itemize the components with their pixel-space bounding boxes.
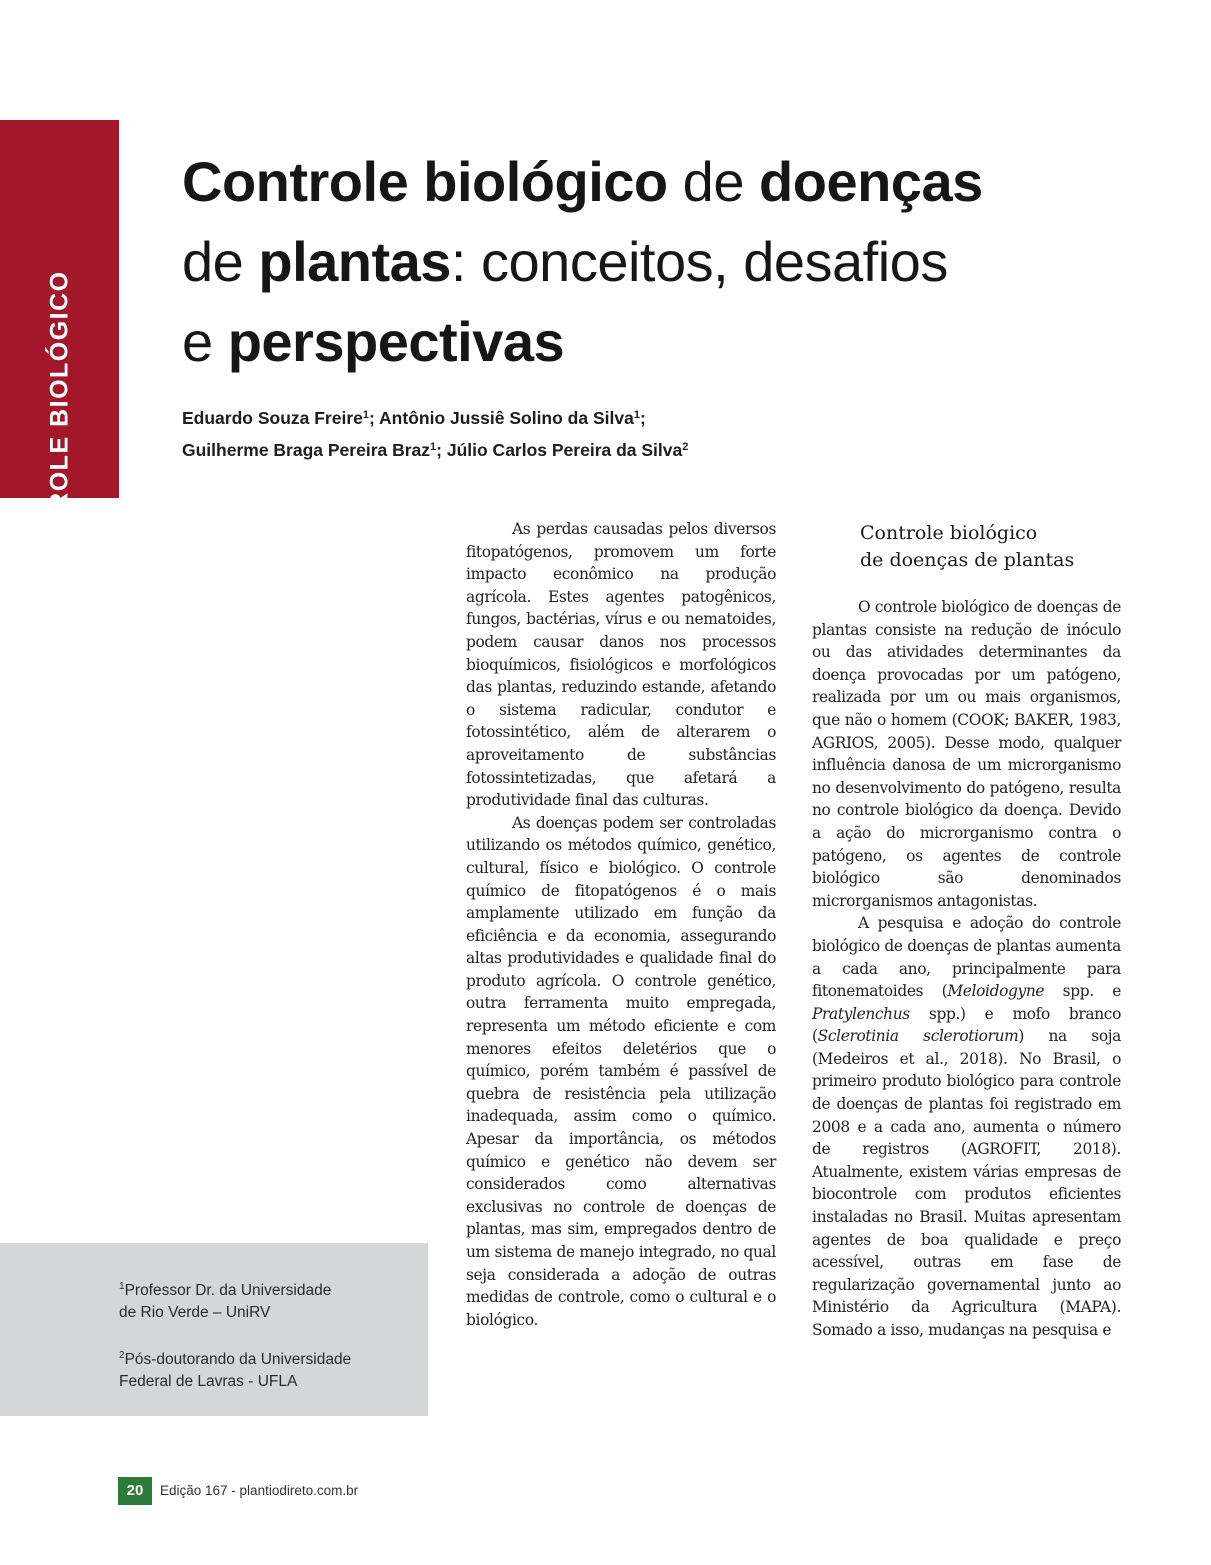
title-part: perspectivas	[227, 310, 565, 373]
author-list	[182, 401, 688, 465]
title-part: : conceitos, desafios	[450, 230, 948, 293]
title-part: doenças	[759, 150, 983, 213]
paragraph	[812, 912, 1121, 1341]
article-title	[182, 142, 1082, 382]
species-name: Meloidogyne	[947, 982, 1045, 1001]
title-line-2	[182, 222, 1082, 302]
separator: ;	[369, 408, 380, 428]
paragraph: As doenças podem ser controladas utilizando os métodos químico, genético, cultural, físico e biológico. O controle químico de fitopatógenos é o mais amplamente utilizado em função da eficiência e da economia, assegurando altas produtividades e qualidade final do produto agrícola. O controle genético, outra ferramenta muito empregada, representa um método eficiente e com menores efeitos deletérios que o químico, porém também é passível de quebra de resistência pela utilização inadequada, assim como o químico. Apesar da importância, os métodos químico e genético não devem ser considerados como alternativas exclusivas no controle de doenças de plantas, mas sim, empregados dentro de um sistema de manejo integrado, no qual seja considerada a adoção de outras medidas de controle, como o cultural e o biológico.	[466, 813, 776, 1329]
authors-line-2	[182, 433, 688, 465]
authors-line-1	[182, 401, 688, 433]
author-name: Júlio Carlos Pereira da Silva	[446, 440, 683, 460]
author-name: Eduardo Souza Freire	[182, 408, 363, 428]
body-column-left	[466, 518, 776, 1331]
page-number: 20	[118, 1477, 152, 1505]
heading-line: de doenças de plantas	[860, 549, 1075, 571]
body-column-right	[812, 520, 1121, 1342]
title-part: de	[182, 230, 259, 293]
heading-line: Controle biológico	[860, 522, 1038, 544]
title-line-1	[182, 142, 1082, 222]
section-label: CONTROLE BIOLÓGICO	[45, 270, 74, 588]
title-part: de	[667, 150, 760, 213]
author-name: Guilherme Braga Pereira Braz	[182, 440, 431, 460]
separator: ;	[639, 408, 646, 428]
title-part: e	[182, 310, 228, 373]
footnote-marker: 2	[119, 1350, 125, 1361]
text-run: spp.) e mofo branco (	[812, 1004, 1121, 1046]
separator: ;	[436, 440, 447, 460]
footnote-1	[119, 1276, 419, 1324]
title-part: plantas	[258, 230, 451, 293]
affiliation-marker: 2	[682, 441, 689, 453]
species-name: Sclerotinia sclerotiorum	[817, 1027, 1019, 1046]
footnote-text: Professor Dr. da Universidade	[124, 1282, 332, 1299]
footnote-text: Federal de Lavras - UFLA	[119, 1373, 298, 1390]
footnote-2	[119, 1345, 419, 1393]
section-band	[0, 120, 119, 588]
footnote-text: de Rio Verde – UniRV	[119, 1304, 271, 1321]
paragraph: O controle biológico de doenças de plantas consiste na redução de inóculo ou das atividades determinantes da doença provocadas por um patógeno, realizada por um ou mais organismos, que não o homem (COOK; BAKER, 1983, AGRIOS, 2005). Desse modo, qualquer influência danosa de um microrganismo no desenvolvimento do patógeno, resulta no controle biológico da doença. Devido a ação do microrganismo contra o patógeno, os agentes de controle biológico são denominados microrganismos antagonistas.	[812, 598, 1121, 910]
affiliation-marker: 1	[633, 409, 640, 421]
species-name: Pratylenchus	[812, 1004, 910, 1023]
footnote-marker: 1	[119, 1281, 125, 1292]
text-run: spp. e	[1044, 982, 1122, 1001]
title-line-3	[182, 302, 1082, 382]
section-heading	[860, 520, 1121, 574]
paragraph: As perdas causadas pelos diversos fitopatógenos, promovem um forte impacto econômico na produção agrícola. Estes agentes patogênicos, fungos, bactérias, vírus e ou nematoides, podem causar danos nos processos bioquímicos, fisiológicos e morfológicos das plantas, reduzindo estande, afetando o sistema radicular, condutor e fotossintético, além de alterarem o aproveitamento de substâncias fotossintetizadas, que afetará a produtividade final das culturas.	[466, 520, 776, 810]
edition-info: Edição 167 - plantiodireto.com.br	[160, 1483, 359, 1498]
title-part: Controle biológico	[182, 150, 668, 213]
author-name: Antônio Jussiê Solino da Silva	[379, 408, 634, 428]
footnote-text: Pós-doutorando da Universidade	[124, 1351, 352, 1368]
affiliation-marker: 1	[362, 409, 369, 421]
text-run: A pesquisa e adoção do controle biológico de doenças de plantas aumenta a cada ano, principalmente para fitonematoides (	[812, 914, 1121, 1001]
text-run: ) na soja (Medeiros et al., 2018). No Brasil, o primeiro produto biológico para controle de doenças de plantas foi registrado em 2008 e a cada ano, aumenta o número de registros (AGROFIT, 2018). Atualmente, existem várias empresas de biocontrole com produtos eficientes instaladas no Brasil. Muitas apresentam agentes de boa qualidade e preço acessível, outras em fase de regularização governamental junto ao Ministério da Agricultura (MAPA). Somado a isso, mudanças na pesquisa e	[812, 1027, 1122, 1339]
affiliation-marker: 1	[430, 441, 437, 453]
